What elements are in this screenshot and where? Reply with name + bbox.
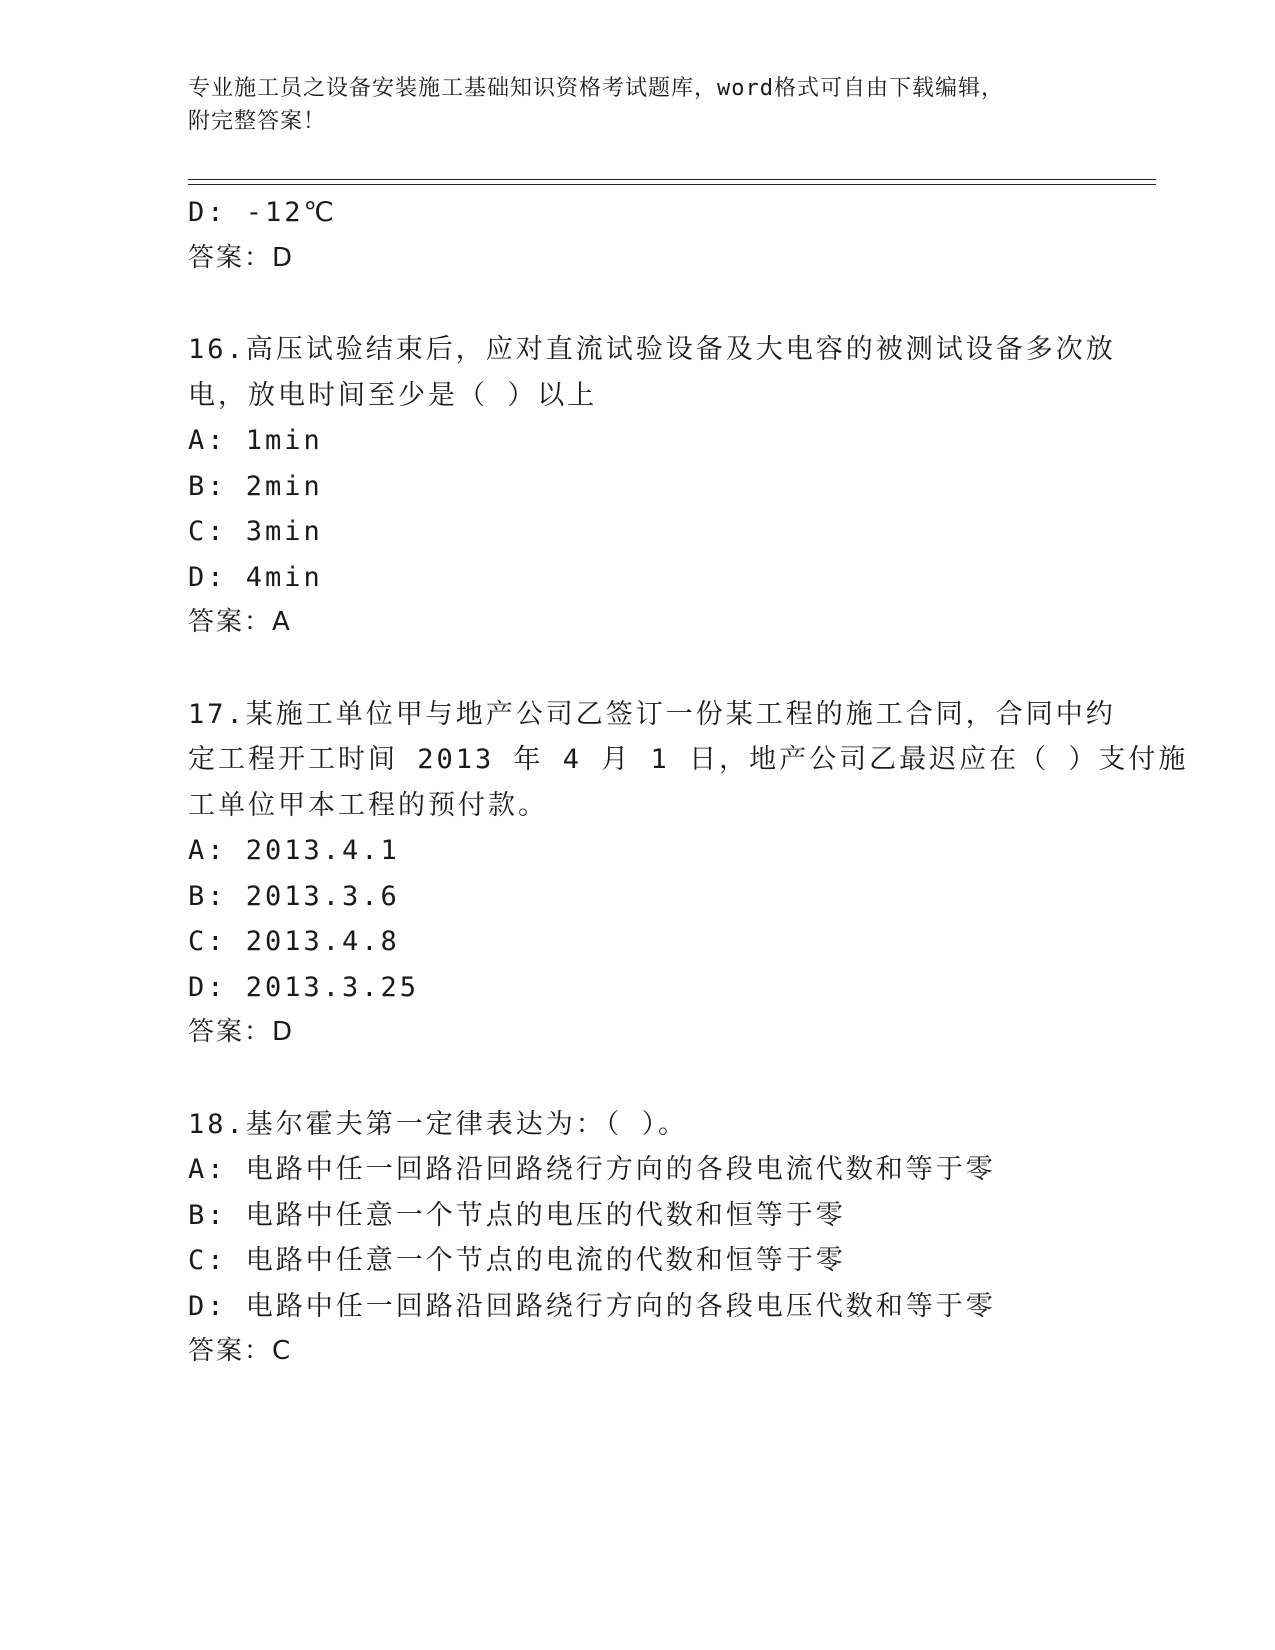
header-divider-top [188, 179, 1156, 180]
prev-option-d: D: -12℃ [188, 197, 337, 228]
question-16 [188, 327, 1116, 646]
spacer [188, 646, 1088, 692]
question-17-option-b: B: 2013.3.6 [188, 880, 400, 912]
question-17-stem-line-2: 定工程开工时间 2013 年 4 月 1 日，地产公司乙最迟应在（ ）支付施 [188, 744, 1189, 775]
spacer [188, 281, 1088, 327]
question-17-option-d: D: 2013.3.25 [188, 971, 420, 1003]
header-divider-bottom [188, 184, 1156, 185]
question-18-option-b: B: 电路中任意一个节点的电压的代数和恒等于零 [188, 1199, 846, 1231]
question-content [188, 190, 1189, 1375]
question-18-option-c: C: 电路中任意一个节点的电流的代数和恒等于零 [188, 1245, 846, 1276]
question-18 [188, 1102, 1088, 1375]
question-18-option-d: D: 电路中任一回路沿回路绕行方向的各段电压代数和等于零 [188, 1290, 996, 1322]
question-17-stem-line-1: 17.某施工单位甲与地产公司乙签订一份某工程的施工合同，合同中约 [188, 698, 1116, 730]
question-17 [188, 692, 1189, 1056]
prev-answer: 答案：D [188, 242, 295, 273]
spacer [188, 1056, 1088, 1102]
header-line-2: 附完整答案！ [188, 109, 327, 134]
header-line-1: 专业施工员之设备安装施工基础知识资格考试题库，word格式可自由下载编辑， [188, 76, 1004, 101]
question-16-stem-line-1: 16.高压试验结束后，应对直流试验设备及大电容的被测试设备多次放 [188, 334, 1116, 365]
question-17-stem-line-3: 工单位甲本工程的预付款。 [188, 789, 548, 821]
question-17-answer: 答案：D [188, 1017, 295, 1047]
question-18-stem-line-1: 18.基尔霍夫第一定律表达为：（ ）。 [188, 1108, 689, 1140]
question-16-option-d: D: 4min [188, 561, 323, 593]
question-18-option-a: A: 电路中任一回路沿回路绕行方向的各段电流代数和等于零 [188, 1154, 996, 1185]
header-note [188, 72, 1068, 138]
question-16-option-a: A: 1min [188, 425, 323, 456]
question-16-answer: 答案：A [188, 607, 292, 637]
question-18-answer: 答案：C [188, 1336, 293, 1366]
question-16-option-c: C: 3min [188, 516, 323, 547]
question-16-option-b: B: 2min [188, 470, 323, 502]
question-17-option-c: C: 2013.4.8 [188, 926, 400, 957]
question-17-option-a: A: 2013.4.1 [188, 835, 400, 866]
question-16-stem-line-2: 电，放电时间至少是（ ）以上 [188, 379, 598, 411]
